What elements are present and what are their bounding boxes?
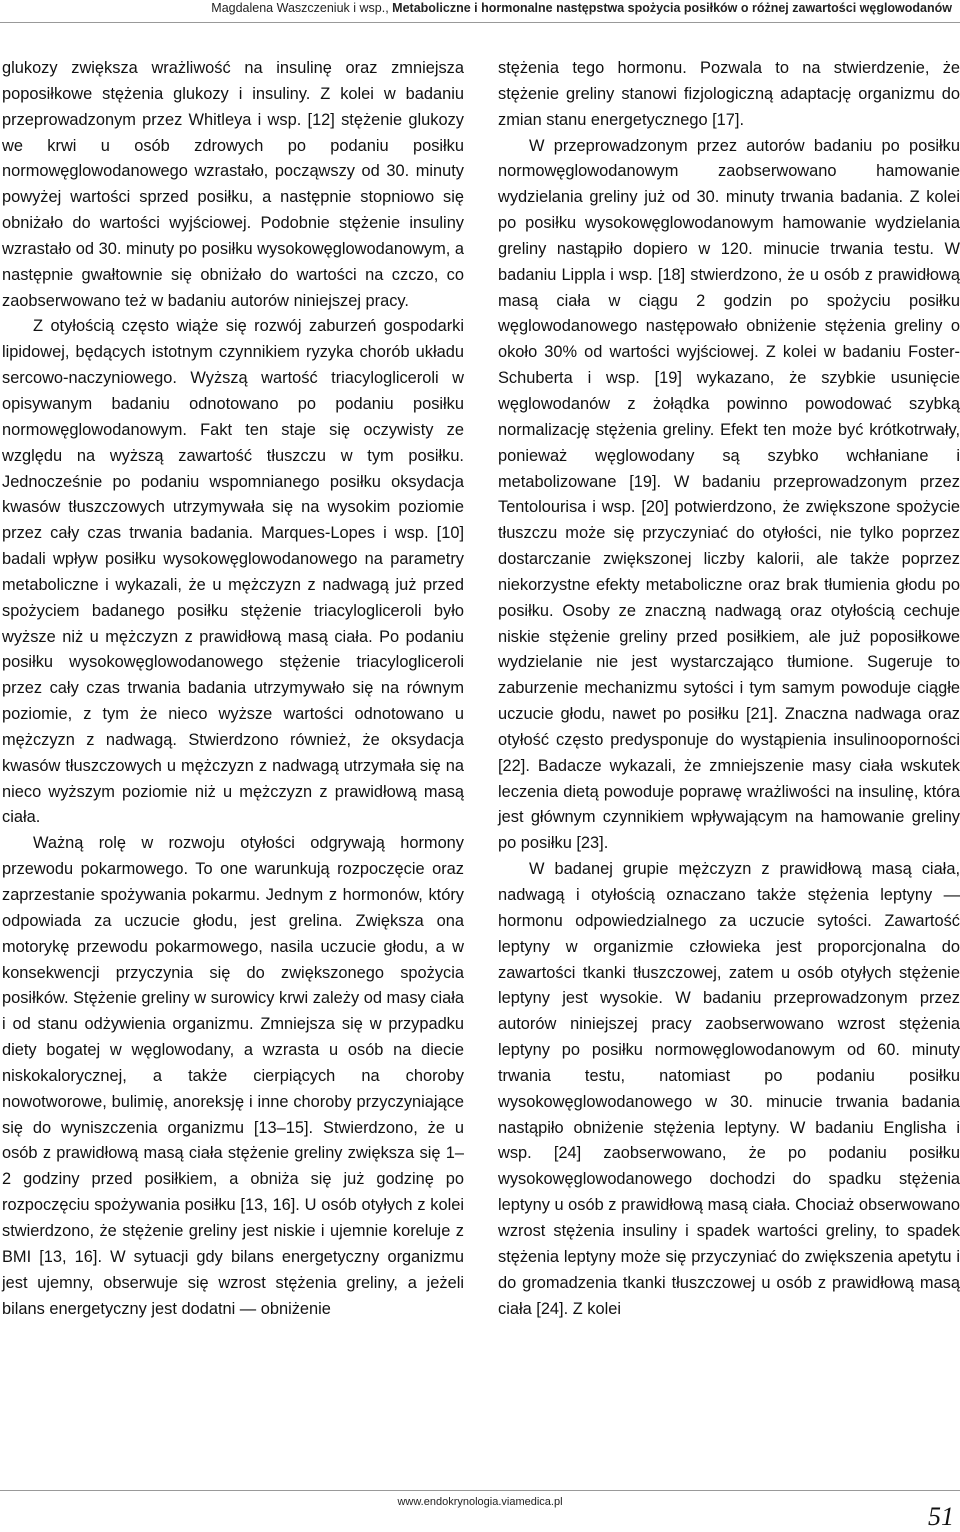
running-header: [0, 0, 960, 16]
footer-url: www.endokrynologia.viamedica.pl: [397, 1496, 563, 1508]
right-column: [498, 56, 960, 1322]
left-paragraph-3: Ważną rolę w rozwoju otyłości odgrywają hormony przewodu pokarmowego. To one warunkują rozpoczęcie oraz zaprzestanie spożywania pokarmu. Jednym z hormonów, który odpowiada za uczucie głodu, jest grelina. Zwiększa ona motorykę przewodu pokarmowego, nasila uczucie głodu, a w konsekwencji przyczynia się do zwiększonego spożycia posiłków. Stężenie greliny w surowicy krwi zależy od masy ciała i od stanu odżywienia organizmu. Zmniejsza się w przypadku diety bogatej w węglowodany, a wzrasta u osób na diecie niskokalorycznej, a także cierpiących na choroby nowotworowe, bulimię, anoreksję i inne choroby przyczyniające się do wyniszczenia organizmu [13–15]. Stwierdzono, że u osób z prawidłową masą ciała stężenie greliny zwiększa się 1–2 godziny przed posiłkiem, a obniża się już godzinę po rozpoczęciu spożywania posiłku [13, 16]. U osób otyłych z kolei stwierdzono, że stężenie greliny jest niskie i ujemnie koreluje z BMI [13, 16]. W sytuacji gdy bilans energetyczny organizmu jest ujemny, obserwuje się wzrost stężenia greliny, a jeżeli bilans energetyczny jest dodatni — obniżenie: [2, 834, 464, 1318]
page-number: 51: [928, 1502, 954, 1531]
running-header-text: [211, 0, 952, 16]
header-authors: Magdalena Waszczeniuk i wsp.,: [211, 1, 389, 15]
right-paragraph-3: W badanej grupie mężczyzn z prawidłową masą ciała, nadwagą i otyłością oznaczano także stężenia leptyny — hormonu odpowiedzialnego za uczucie sytości. Zawartość leptyny w organizmie człowieka jest proporcjonalna do zawartości tkanki tłuszczowej, zatem u osób otyłych stężenie leptyny jest wysokie. W badaniu przeprowadzonym przez autorów niniejszej pracy zaobserwowano wzrost stężenia leptyny po posiłku normowęglowodanowym od 60. minuty trwania testu, natomiast po podaniu posiłku wysokowęglowodanowego w 30. minucie trwania badania nastąpiło obniżenie stężenia leptyny. W badaniu Englisha i wsp. [24] zaobserwowano, że po podaniu posiłku wysokowęglowodanowego dochodzi do spadku stężenia leptyny u osób z prawidłową masą ciała. Chociaż obserwowano wzrost stężenia insuliny i spadek wartości greliny, to spadek stężenia leptyny może się przyczyniać do zwiększenia apetytu i do gromadzenia tkanki tłuszczowej u osób z prawidłową masą ciała [24]. Z kolei: [498, 860, 960, 1318]
right-paragraph-2: W przeprowadzonym przez autorów badaniu po posiłku normowęglowodanowym zaobserwowano hamowanie wydzielania greliny już od 30. minuty trwania badania. Z kolei po posiłku wysokowęglowodanowym hamowanie wydzielania greliny nastąpiło dopiero w 120. minucie trwania testu. W badaniu Lippla i wsp. [18] stwierdzono, że u osób z prawidłową masą ciała w ciągu 2 godzin po spożyciu posiłku węglowodanowego następowało obniżenie stężenia greliny o około 30% od wartości wyjściowej. Z kolei w badaniu Foster-Schuberta i wsp. [19] wykazano, że szybkie usunięcie węglowodanów z żołądka powinno powodować szybką normalizację stężenia greliny. Efekt ten może być krótkotrwały, ponieważ węglowodany są szybko wchłaniane i metabolizowane [19]. W badaniu przeprowadzonym przez Tentolourisa i wsp. [20] potwierdzono, że zwiększone spożycie tłuszczu może się przyczyniać do otyłości, nie tylko poprzez dostarczanie zwiększonej liczby kalorii, ale także poprzez niekorzystne efekty metaboliczne oraz brak tłumienia głodu po posiłku. Osoby ze znaczną nadwagą oraz otyłością cechuje niskie stężenie greliny przed posiłkiem, ale już poposiłkowe wydzielanie nie jest wystarczająco tłumione. Sugeruje to zaburzenie mechanizmu sytości i tym samym powoduje ciągłe uczucie głodu, nawet po posiłku [21]. Znaczna nadwaga oraz otyłość często predysponuje do wystąpienia insulinooporności [22]. Badacze wykazali, że zmniejszenie masy ciała wskutek leczenia dietą powoduje poprawę wrażliwości na insulinę, która jest głównym czynnikiem wpływającym na hamowanie greliny po posiłku [23].: [498, 136, 960, 853]
header-rule: [0, 22, 960, 23]
header-title: Metaboliczne i hormonalne następstwa spożycia posiłków o różnej zawartości węglowodanów: [392, 1, 952, 15]
left-column: [2, 56, 464, 1322]
left-paragraph-2: Z otyłością często wiąże się rozwój zaburzeń gospodarki lipidowej, będących istotnym czynnikiem ryzyka chorób układu sercowo-naczyniowego. Wyższą wartość triacylogliceroli w opisywanym badaniu odnotowano po podaniu posiłku normowęglowodanowym. Fakt ten staje się oczywisty ze względu na wyższą zawartość tłuszczu w tym posiłku. Jednocześnie po podaniu wspomnianego posiłku oksydacja kwasów tłuszczowych utrzymywała się na wysokim poziomie przez cały czas trwania badania. Marques-Lopes i wsp. [10] badali wpływ posiłku wysokowęglowodanowego na parametry metaboliczne i wykazali, że u mężczyzn z nadwagą już przed spożyciem badanego posiłku stężenie triacylogliceroli było wyższe niż u mężczyzn z prawidłową masą ciała. Po podaniu posiłku wysokowęglowodanowego stężenie triacylogliceroli przez cały czas trwania badania utrzymywało się na równym poziomie, z tym że nieco wyższe wartości odnotowano u mężczyzn z nadwagą. Stwierdzono również, że oksydacja kwasów tłuszczowych u mężczyzn z nadwagą utrzymała się na nieco wyższym poziomie niż u mężczyzn z prawidłową masą ciała.: [2, 317, 464, 827]
footer-rule: [0, 1490, 960, 1491]
right-paragraph-1: stężenia tego hormonu. Pozwala to na stwierdzenie, że stężenie greliny stanowi fizjologiczną adaptację organizmu do zmian stanu energetycznego [17].: [498, 59, 960, 129]
left-paragraph-1: glukozy zwiększa wrażliwość na insulinę oraz zmniejsza poposiłkowe stężenia glukozy i insuliny. Z kolei w badaniu przeprowadzonym przez Whitleya i wsp. [12] stężenie glukozy we krwi u osób zdrowych po podaniu posiłku normowęglowodanowego wzrastało, począwszy od 30. minuty powyżej wartości sprzed posiłku, a następnie stopniowo się obniżało do wartości wyjściowej. Podobnie stężenie insuliny wzrastało od 30. minuty po posiłku wysokowęglowodanowym, a następnie gwałtownie się obniżało do wartości na czczo, co zaobserwowano też w badaniu autorów niniejszej pracy.: [2, 59, 464, 310]
